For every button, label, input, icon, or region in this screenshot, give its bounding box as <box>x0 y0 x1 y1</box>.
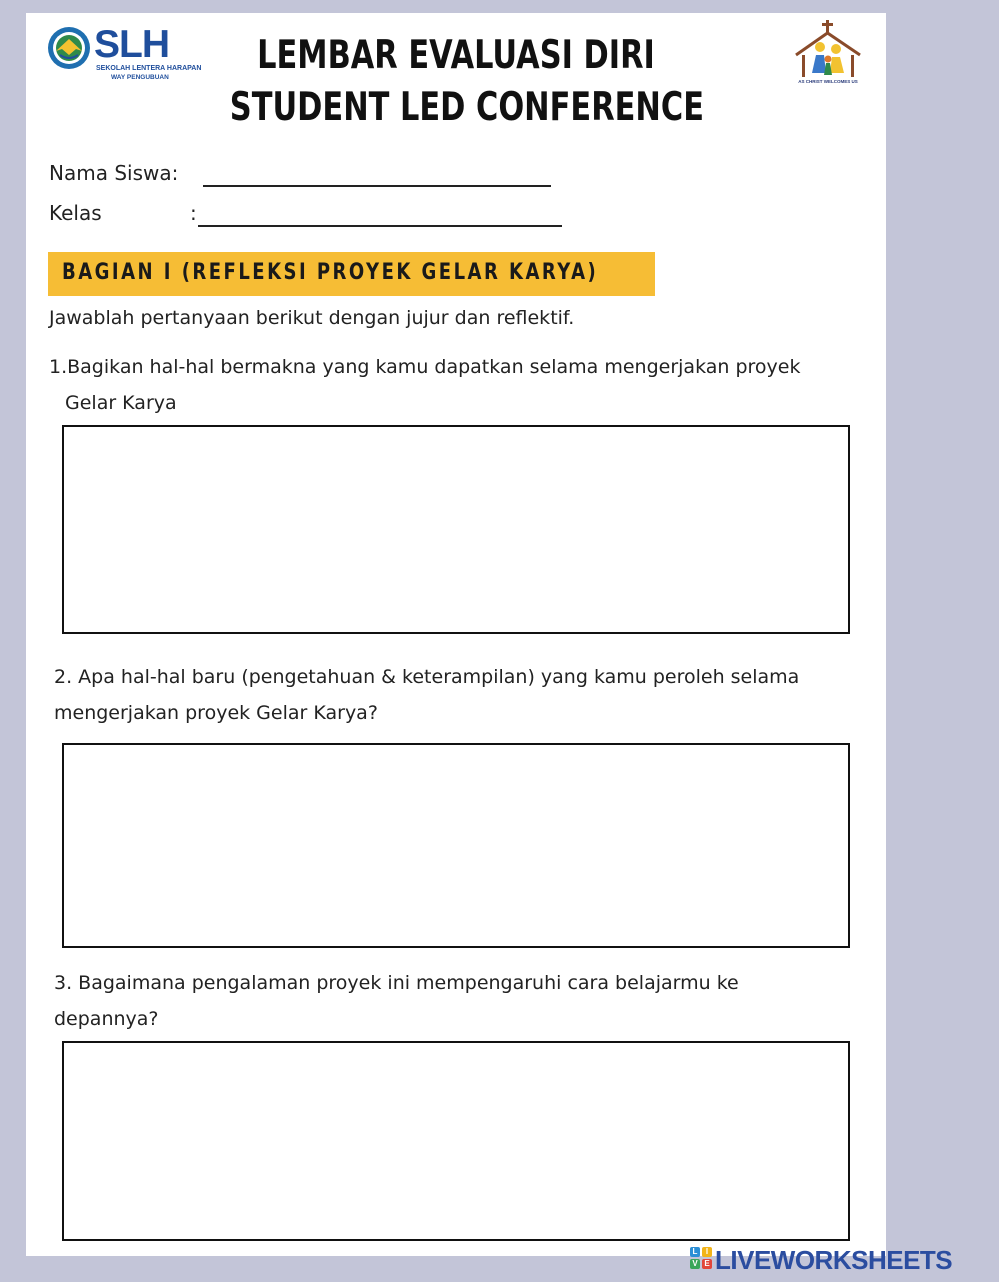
class-line[interactable] <box>198 225 562 227</box>
school-location: WAY PENGUBUAN <box>111 74 169 81</box>
question-2 <box>54 659 799 731</box>
grid-letter-v: V <box>690 1259 700 1269</box>
question-2-line1: 2. Apa hal-hal baru (pengetahuan & keterampilan) yang kamu peroleh selama <box>54 666 800 688</box>
school-logo <box>46 23 202 83</box>
section-title: BAGIAN I (REFLEKSI PROYEK GELAR KARYA) <box>62 260 599 285</box>
question-1-line1: 1.Bagikan hal-hal bermakna yang kamu dapatkan selama mengerjakan proyek <box>49 356 801 378</box>
church-family-icon <box>792 19 864 79</box>
student-name-line[interactable] <box>203 185 551 187</box>
page-subtitle: STUDENT LED CONFERENCE <box>229 85 704 130</box>
answer-box-3[interactable] <box>62 1041 850 1241</box>
grid-letter-l: L <box>690 1247 700 1257</box>
partner-motto: AS CHRIST WELCOMES US <box>798 79 858 84</box>
instruction-text: Jawablah pertanyaan berikut dengan jujur dan reflektif. <box>49 307 575 329</box>
question-1-line2: Gelar Karya <box>65 392 177 414</box>
page-title: LEMBAR EVALUASI DIRI <box>257 33 655 78</box>
liveworksheets-name: LIVEWORKSHEETS <box>715 1245 953 1275</box>
section-header <box>48 252 655 296</box>
class-label: Kelas <box>49 201 102 225</box>
question-1 <box>49 349 800 421</box>
grid-letter-i: I <box>702 1247 712 1257</box>
school-name: SEKOLAH LENTERA HARAPAN <box>96 65 202 72</box>
answer-box-2[interactable] <box>62 743 850 948</box>
question-3-line2: depannya? <box>54 1008 159 1030</box>
question-3 <box>54 965 739 1037</box>
question-2-line2: mengerjakan proyek Gelar Karya? <box>54 702 378 724</box>
grid-letter-e: E <box>702 1259 712 1269</box>
liveworksheets-grid-icon <box>690 1247 712 1269</box>
partner-logo <box>792 19 864 91</box>
class-separator: : <box>190 201 197 225</box>
worksheet-page <box>26 13 886 1256</box>
student-name-label: Nama Siswa: <box>49 161 179 185</box>
question-3-line1: 3. Bagaimana pengalaman proyek ini mempengaruhi cara belajarmu ke <box>54 972 739 994</box>
school-brand: SLH <box>94 23 169 66</box>
answer-box-1[interactable] <box>62 425 850 634</box>
school-seal-icon <box>46 25 92 71</box>
